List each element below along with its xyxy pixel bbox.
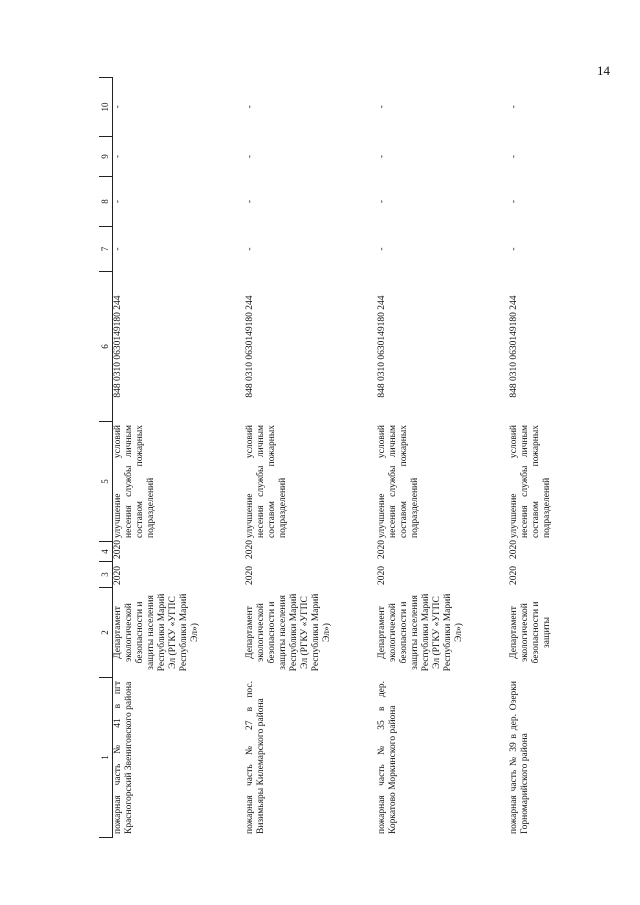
value-col-7: - — [376, 247, 387, 251]
table-row — [377, 78, 509, 838]
measure-description: улучшение условий несения службы личным составом пожарных подразделений — [113, 425, 156, 538]
value-col-7: - — [113, 247, 123, 251]
fire-station-name: пожарная часть № 27 в пос. Визимьяры Килемарского района — [244, 681, 266, 834]
value-col-9: - — [508, 154, 519, 159]
value-col-9: - — [113, 154, 123, 159]
budget-code: 848 0310 0630149180 244 — [508, 295, 519, 398]
responsible-department: Департамент экологической безопасности и защиты населения Республики Марий Эл (РГКУ «УГПС Республики Марий Эл») — [376, 593, 464, 672]
end-year: 2020 — [244, 540, 255, 559]
fire-station-name: пожарная часть № 35 в дер. Коркатово Моркинского района — [376, 681, 398, 834]
budget-code: 848 0310 0630149180 244 — [244, 295, 255, 398]
column-header-7: 7 — [99, 227, 113, 272]
fire-station-name: пожарная часть № 39 в дер. Озерки Горномарийского района — [508, 681, 530, 834]
start-year: 2020 — [113, 566, 123, 585]
column-header-8: 8 — [99, 177, 113, 227]
value-col-10: - — [508, 105, 519, 109]
column-header-10: 10 — [99, 78, 113, 137]
measure-description: улучшение условий несения службы личным составом пожарных подразделений — [508, 425, 552, 538]
start-year: 2020 — [508, 566, 519, 585]
column-header-5: 5 — [99, 422, 113, 542]
fire-station-name: пожарная часть № 41 в пгт Красногорский Звениговского района — [113, 681, 134, 834]
measure-description: улучшение условий несения службы личным составом пожарных подразделений — [376, 425, 420, 538]
column-header-4: 4 — [99, 542, 113, 562]
table-row — [509, 78, 640, 838]
start-year: 2020 — [376, 566, 387, 585]
budget-code: 848 0310 0630149180 244 — [376, 295, 387, 398]
value-col-10: - — [244, 105, 255, 109]
end-year: 2020 — [508, 540, 519, 559]
value-col-9: - — [244, 154, 255, 159]
value-col-8: - — [244, 199, 255, 204]
measures-table — [99, 77, 640, 838]
table-row — [113, 78, 245, 838]
column-header-6: 6 — [99, 272, 113, 422]
value-col-10: - — [113, 105, 123, 109]
page-number: 14 — [597, 63, 610, 78]
budget-code: 848 0310 0630149180 244 — [113, 295, 123, 398]
start-year: 2020 — [244, 566, 255, 585]
responsible-department: Департамент экологической безопасности и защиты населения Республики Марий Эл (РГКУ «УГПС Республики Марий Эл») — [113, 593, 200, 672]
responsible-department: Департамент экологической безопасности и защиты — [508, 601, 552, 664]
column-header-1: 1 — [99, 678, 113, 838]
value-col-10: - — [376, 105, 387, 109]
column-header-9: 9 — [99, 137, 113, 177]
end-year: 2020 — [376, 540, 387, 559]
value-col-7: - — [508, 247, 519, 251]
rotated-table-container — [99, 78, 554, 838]
value-col-8: - — [113, 199, 123, 204]
column-header-2: 2 — [99, 588, 113, 678]
end-year: 2020 — [113, 540, 123, 559]
value-col-9: - — [376, 154, 387, 159]
measure-description: улучшение условий несения службы личным составом пожарных подразделений — [244, 425, 288, 538]
column-header-3: 3 — [99, 562, 113, 588]
value-col-7: - — [244, 247, 255, 251]
responsible-department: Департамент экологической безопасности и защиты населения Республики Марий Эл (РГКУ «УГПС Республики Марий Эл») — [244, 593, 332, 672]
value-col-8: - — [376, 199, 387, 204]
value-col-8: - — [508, 199, 519, 204]
table-row — [245, 78, 377, 838]
header-row — [99, 78, 113, 838]
